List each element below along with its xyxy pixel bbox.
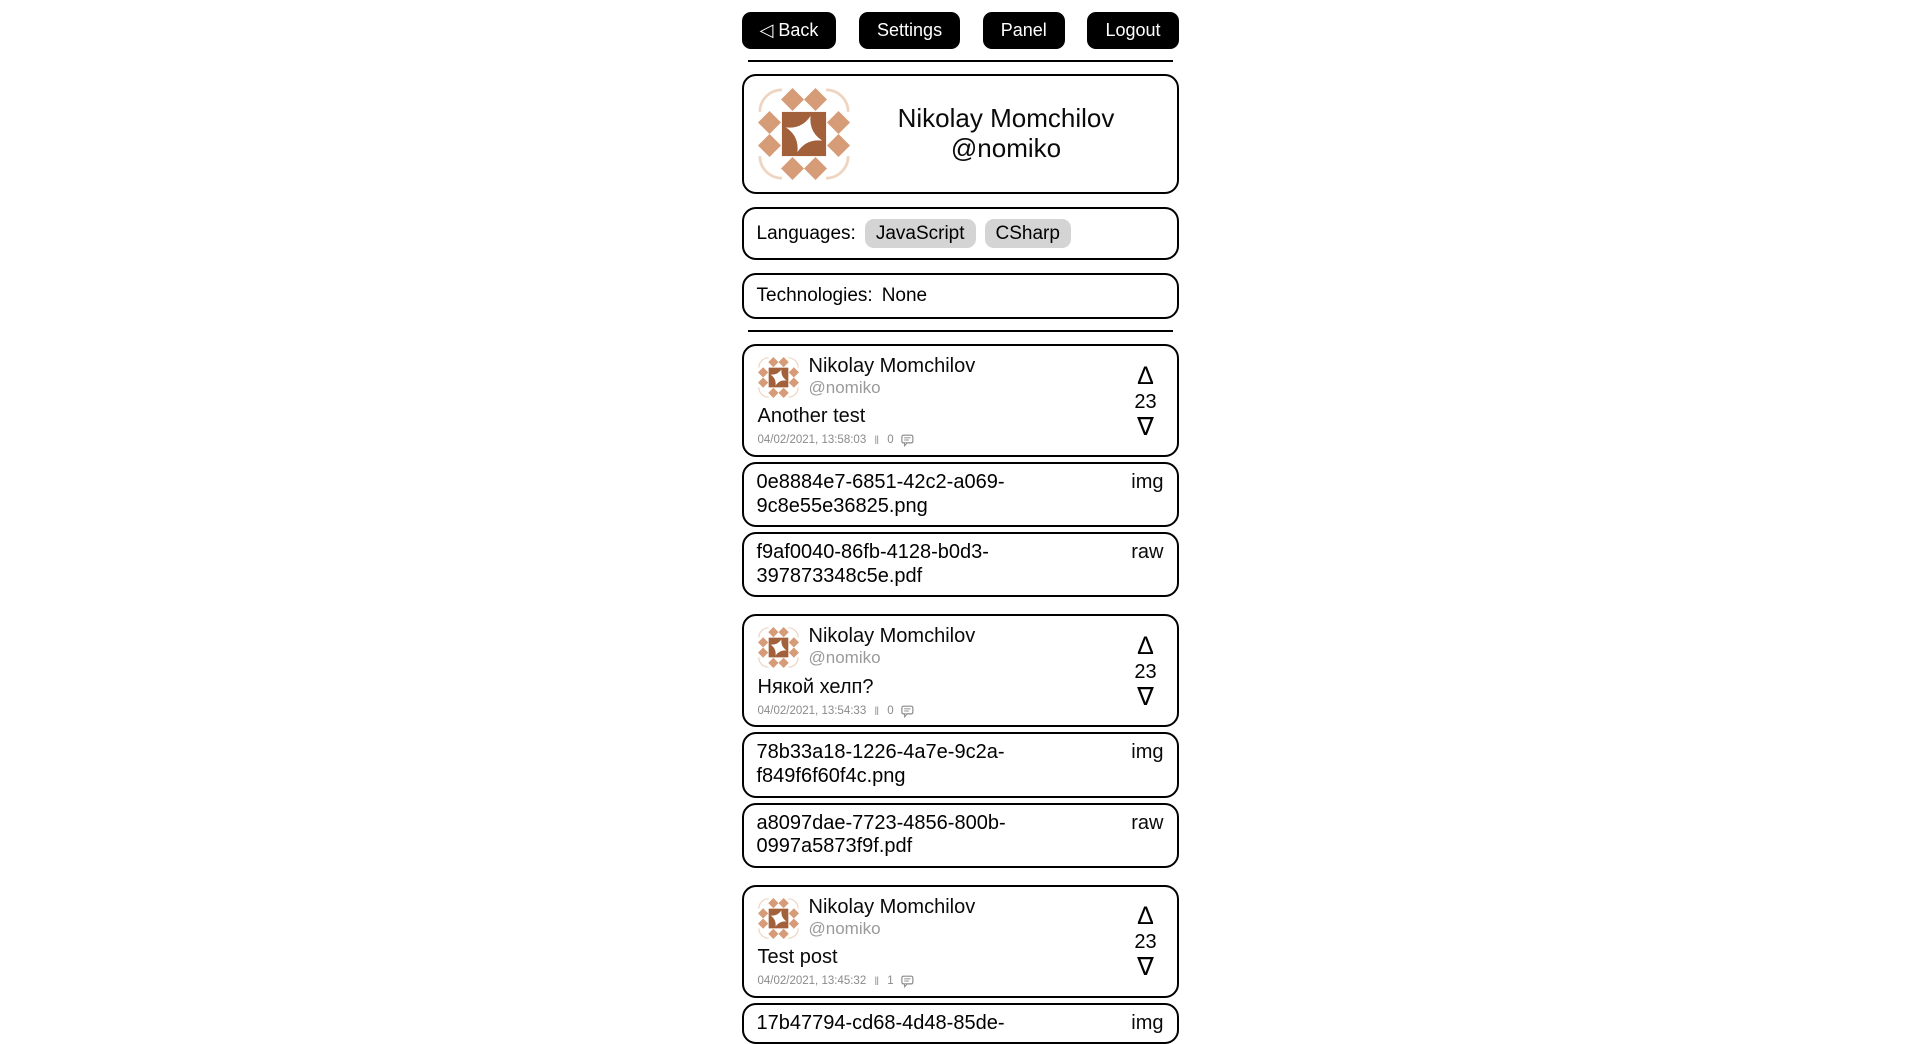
back-button[interactable]: ◁ Back (742, 12, 837, 49)
post-meta (758, 974, 1125, 988)
post-author-row (758, 355, 1125, 398)
language-badge-list (865, 219, 1071, 248)
upvote-button[interactable]: Δ (1137, 361, 1154, 390)
attachment-type-label: raw (1131, 811, 1164, 834)
post-meta (758, 704, 1125, 718)
post-author-names (809, 896, 976, 939)
vote-column (1125, 896, 1167, 989)
top-nav (742, 12, 1179, 49)
post-title: Test post (757, 946, 838, 969)
post-author-names (809, 355, 976, 398)
vote-count: 23 (1134, 931, 1157, 954)
attachment-filename: 17b47794-cd68-4d48-85de- (756, 1011, 1005, 1034)
comment-count: 1 (887, 975, 894, 988)
languages-box (742, 207, 1179, 260)
post (742, 614, 1179, 867)
comment-icon (901, 434, 914, 447)
meta-separator: ‖ (874, 703, 880, 718)
vote-count: 23 (1134, 660, 1157, 683)
profile-name-block (850, 104, 1163, 164)
downvote-button[interactable]: ∇ (1137, 412, 1154, 441)
attachment-type-label: img (1131, 471, 1164, 493)
language-badge: CSharp (985, 219, 1071, 248)
vote-column (1125, 625, 1167, 718)
post-main (758, 896, 1125, 989)
attachment-row[interactable] (742, 803, 1179, 868)
post-timestamp: 04/02/2021, 13:58:03 (757, 434, 867, 447)
post-author-row (758, 896, 1125, 939)
comment-icon (901, 975, 914, 988)
language-badge: JavaScript (865, 219, 976, 248)
post-author-handle: @nomiko (808, 378, 881, 397)
upvote-button[interactable]: Δ (1137, 631, 1154, 660)
post-author-handle: @nomiko (808, 918, 881, 938)
post-card[interactable] (742, 614, 1179, 727)
post-main (758, 625, 1125, 718)
posts-divider (748, 330, 1173, 332)
top-divider (748, 60, 1173, 62)
vote-count: 23 (1134, 390, 1157, 413)
attachment-type-label: img (1131, 741, 1164, 764)
comment-count: 0 (887, 704, 894, 717)
post-author-name: Nikolay Momchilov (808, 355, 976, 377)
vote-column (1125, 355, 1167, 448)
post-author-names (809, 625, 976, 668)
profile-name: Nikolay Momchilov (897, 103, 1115, 134)
downvote-button[interactable]: ∇ (1137, 953, 1154, 982)
post-author-row (758, 625, 1125, 668)
attachment-filename: 0e8884e7-6851-42c2-a069-9c8e55e36825.png (756, 471, 1005, 517)
comment-icon (901, 705, 914, 718)
post-card[interactable] (742, 885, 1179, 998)
post (742, 344, 1179, 597)
attachment-list (742, 462, 1179, 597)
post-title: Някой хелп? (757, 675, 874, 698)
logout-button[interactable]: Logout (1087, 12, 1178, 49)
meta-separator: ‖ (874, 433, 880, 448)
attachment-filename: f9af0040-86fb-4128-b0d3-397873348c5e.pdf (756, 541, 989, 587)
attachment-list (742, 1003, 1179, 1044)
attachment-list (742, 732, 1179, 867)
attachment-row[interactable] (742, 732, 1179, 797)
attachment-filename: a8097dae-7723-4856-800b-0997a5873f9f.pdf (756, 811, 1006, 858)
attachment-filename: 78b33a18-1226-4a7e-9c2a-f849f6f60f4c.png (756, 741, 1005, 787)
technologies-box (742, 273, 1179, 319)
post-author-name: Nikolay Momchilov (808, 895, 976, 918)
attachment-type-label: raw (1131, 541, 1164, 564)
post-main (758, 355, 1125, 448)
post-title: Another test (757, 405, 866, 428)
attachment-row[interactable] (742, 462, 1179, 527)
post-timestamp: 04/02/2021, 13:54:33 (757, 704, 867, 717)
post-author-name: Nikolay Momchilov (808, 625, 976, 648)
panel-button[interactable]: Panel (983, 12, 1065, 49)
post-timestamp: 04/02/2021, 13:45:32 (757, 975, 867, 988)
technologies-label: Technologies: (756, 285, 873, 306)
post (742, 885, 1179, 1044)
post-meta (758, 433, 1125, 447)
profile-card (742, 74, 1179, 194)
profile-handle: @nomiko (950, 133, 1062, 163)
attachment-row[interactable] (742, 532, 1179, 597)
post-author-avatar (758, 627, 799, 668)
post-author-avatar (758, 898, 799, 939)
attachment-row[interactable] (742, 1003, 1179, 1044)
post-card[interactable] (742, 344, 1179, 457)
attachment-type-label: img (1131, 1011, 1164, 1034)
comment-count: 0 (887, 434, 894, 447)
post-list (742, 344, 1179, 1044)
technologies-value: None (881, 285, 928, 306)
main-column (742, 0, 1179, 1044)
post-author-avatar (758, 357, 799, 398)
languages-label: Languages: (756, 222, 856, 244)
downvote-button[interactable]: ∇ (1137, 682, 1154, 711)
settings-button[interactable]: Settings (859, 12, 960, 49)
upvote-button[interactable]: Δ (1137, 902, 1154, 931)
profile-avatar (758, 88, 850, 180)
meta-separator: ‖ (874, 974, 880, 989)
post-author-handle: @nomiko (808, 648, 881, 668)
